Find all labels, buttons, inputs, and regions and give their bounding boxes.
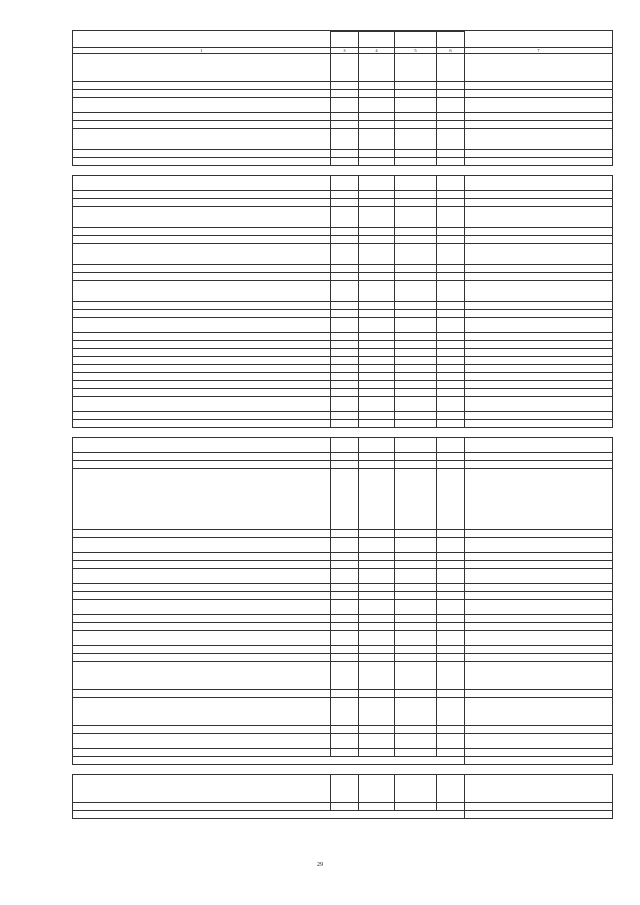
table-row bbox=[73, 333, 613, 341]
table-row bbox=[73, 176, 613, 191]
table-row bbox=[73, 734, 613, 749]
header-code-cell bbox=[331, 32, 359, 48]
header-amount-cell bbox=[465, 31, 613, 48]
subtotal-row bbox=[73, 757, 613, 765]
table-row bbox=[73, 318, 613, 333]
table-row bbox=[73, 749, 613, 757]
budget-allocation-table bbox=[72, 30, 613, 819]
column-number: 5 bbox=[395, 48, 437, 54]
column-number: 1 bbox=[73, 48, 331, 54]
table-row bbox=[73, 530, 613, 538]
table-row bbox=[73, 453, 613, 461]
table-row bbox=[73, 412, 613, 420]
table-row bbox=[73, 397, 613, 412]
table-row bbox=[73, 349, 613, 357]
page-number: 29 bbox=[317, 862, 323, 868]
table-row bbox=[73, 207, 613, 228]
table-row bbox=[73, 623, 613, 631]
table-row bbox=[73, 265, 613, 273]
spacer-row bbox=[73, 428, 613, 438]
header-name-cell bbox=[73, 31, 331, 48]
table-row bbox=[73, 381, 613, 389]
table-row bbox=[73, 54, 613, 82]
subtotal-row bbox=[73, 811, 613, 819]
table-row bbox=[73, 199, 613, 207]
table-row bbox=[73, 98, 613, 113]
table-row bbox=[73, 469, 613, 530]
table-row bbox=[73, 662, 613, 690]
table-row bbox=[73, 561, 613, 569]
table-row bbox=[73, 150, 613, 158]
table-row bbox=[73, 191, 613, 199]
table-row bbox=[73, 82, 613, 90]
header-code-cell bbox=[437, 32, 465, 48]
table-row bbox=[73, 158, 613, 166]
table-row bbox=[73, 553, 613, 561]
table-row bbox=[73, 538, 613, 553]
table-row bbox=[73, 698, 613, 726]
table-row bbox=[73, 273, 613, 281]
spacer-row bbox=[73, 765, 613, 775]
table-row bbox=[73, 129, 613, 150]
table-row bbox=[73, 461, 613, 469]
table-row bbox=[73, 690, 613, 698]
header-code-cell bbox=[359, 32, 395, 48]
table-row bbox=[73, 121, 613, 129]
column-number: 6 bbox=[437, 48, 465, 54]
table-row bbox=[73, 302, 613, 310]
table-row bbox=[73, 281, 613, 302]
column-number: 3 bbox=[331, 48, 359, 54]
table-row bbox=[73, 592, 613, 600]
table-row bbox=[73, 90, 613, 98]
table-row bbox=[73, 654, 613, 662]
spacer-row bbox=[73, 166, 613, 176]
table-row bbox=[73, 389, 613, 397]
table-row bbox=[73, 438, 613, 453]
table-row bbox=[73, 631, 613, 646]
table-row bbox=[73, 775, 613, 803]
column-number: 7 bbox=[465, 48, 613, 54]
table-row bbox=[73, 373, 613, 381]
table-row bbox=[73, 584, 613, 592]
table-row bbox=[73, 646, 613, 654]
table-row bbox=[73, 228, 613, 236]
table-row bbox=[73, 615, 613, 623]
table-body bbox=[73, 54, 613, 819]
table-row bbox=[73, 113, 613, 121]
table-header bbox=[73, 31, 613, 54]
table-row bbox=[73, 600, 613, 615]
header-code-cell bbox=[395, 32, 437, 48]
column-number: 4 bbox=[359, 48, 395, 54]
table-row bbox=[73, 236, 613, 244]
table-row bbox=[73, 569, 613, 584]
table-row bbox=[73, 310, 613, 318]
table-row bbox=[73, 341, 613, 349]
table-row bbox=[73, 726, 613, 734]
table-row bbox=[73, 803, 613, 811]
table-row bbox=[73, 244, 613, 265]
table-row bbox=[73, 365, 613, 373]
table-row bbox=[73, 357, 613, 365]
table-row bbox=[73, 420, 613, 428]
